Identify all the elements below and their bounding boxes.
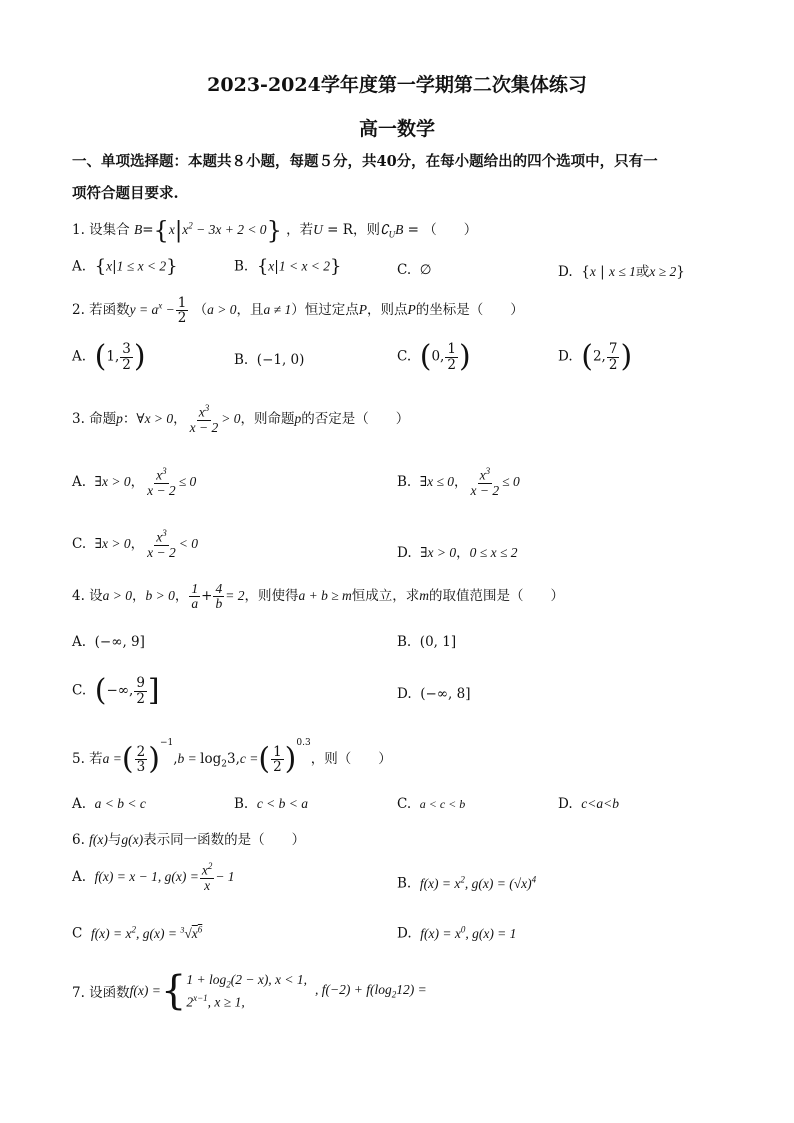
q2c-paren-close: ): [458, 339, 471, 374]
q4-prefix: 4. 设: [72, 588, 103, 605]
q2-option-c: C. (0, $\frac{1}{2}$ ): [397, 339, 471, 374]
q6-mid: 与: [107, 832, 122, 848]
q2a-frac: $\frac{3}{2}$: [122, 341, 131, 373]
q3-p: p: [116, 410, 123, 426]
q2-option-d: D. (2, $\frac{7}{2}$ ): [558, 339, 633, 374]
q3c-lt: < 0: [178, 535, 199, 551]
q3-option-a: A. ∃x > 0， $\frac{x^3}{x - 2}$ ≤ 0: [72, 466, 197, 498]
q4c-bracket: ]: [147, 673, 160, 708]
q5b-body: c < b < a: [256, 796, 309, 811]
q1-brace: {: [153, 216, 169, 245]
q2-cond-close: ）恒过定点: [291, 302, 359, 319]
q6-option-b: [397, 874, 536, 892]
q1-option-c-label: C.: [397, 262, 412, 278]
q2-cond-a: a > 0: [207, 302, 237, 318]
q7-piecewise: [160, 967, 308, 1014]
q6-option-d-label: D.: [397, 925, 412, 942]
q5-option-b: [234, 796, 308, 812]
q3c-exists: ∃x > 0: [94, 535, 131, 551]
q4-a: a > 0: [102, 588, 133, 604]
q3-option-c-label: C.: [72, 535, 87, 552]
q6-option-b-label: B.: [397, 875, 412, 892]
q2-frac: $\frac{1}{2}$: [177, 295, 187, 327]
q6-tail: 表示同一函数的是（ ）: [143, 832, 306, 848]
q5a-paren: (: [121, 741, 134, 777]
q2-option-a: A. (1, $\frac{3}{2}$ ): [72, 339, 146, 374]
q4-tail3: 的取值范围是（ ）: [429, 588, 565, 605]
q2-cond-and: ，且: [236, 302, 264, 319]
q6-option-d: [397, 924, 516, 942]
q3a-frac: $\frac{x^3}{x - 2}$: [147, 466, 176, 498]
q5-option-b-label: B.: [234, 796, 249, 812]
q1-universe: U: [313, 222, 323, 237]
q3-gt: > 0: [221, 410, 241, 426]
q2c-paren: (: [419, 339, 432, 374]
q3-prefix: 3. 命题: [72, 410, 117, 427]
q1-option-a-label: A.: [72, 258, 87, 275]
q1-option-b: B. {x|1 < x < 2}: [234, 256, 342, 277]
q7-case1: $1 + \log_2(2 - x)$, x < 1,: [186, 972, 308, 990]
q5c-body: a < c < b: [419, 797, 466, 811]
q5d-body: c<a<b: [581, 796, 619, 811]
q4-tail2: 恒成立，求: [351, 588, 420, 605]
page-subtitle: 高一数学: [358, 118, 435, 140]
q3-tail2: 的否定是（ ）: [301, 410, 410, 427]
q6-option-a-label: A.: [72, 868, 87, 885]
q2-option-b: B. (−1, 0): [234, 352, 305, 368]
q5a-body: a < b < c: [94, 796, 146, 811]
q1-cond: $x^2 - 3x + 2 < 0$: [182, 220, 267, 237]
q2-func: $y = a^x$ −: [129, 300, 175, 318]
question-4: 4. 设a > 0，b > 0， $\frac{1}{a}$ + $\frac{4}{b}$ = 2，则使得a + b ≥ m恒成立，求m的取值范围是（ ）: [72, 581, 565, 612]
q3a-le: ≤ 0: [178, 473, 197, 489]
q2c-frac: $\frac{1}{2}$: [447, 341, 456, 373]
q1b-brace: {: [256, 256, 269, 277]
q1-prefix: 1. 设集合: [72, 222, 130, 238]
q6-option-a: [72, 862, 235, 893]
q3-tail: ，则命题: [240, 410, 295, 427]
q2a-paren: (: [94, 339, 107, 374]
q1-then: ，则: [352, 222, 380, 238]
q4-tail: ，则使得: [244, 588, 299, 605]
q4c-paren: (: [94, 673, 107, 708]
q1a-body: x: [106, 258, 113, 274]
q7-case2: $2^{x-1}$, x ≥ 1,: [186, 992, 245, 1010]
question-7: [72, 967, 427, 1014]
q5-tail: ，则（ ）: [310, 751, 392, 767]
q6d-body: $f(x) = x^0$, g(x) = 1: [420, 924, 517, 941]
q4-eq: = 2: [225, 588, 245, 604]
q6-option-c: [72, 924, 202, 942]
q3-option-d: D. ∃x > 0，0 ≤ x ≤ 2: [397, 545, 518, 561]
q3d-cond: 0 ≤ x ≤ 2: [469, 545, 518, 560]
q6a-tail: − 1: [215, 868, 235, 884]
q4-option-a: A. (−∞, 9]: [72, 634, 145, 650]
q5-option-c-label: C.: [397, 796, 412, 812]
q5a-paren-close: ): [148, 741, 160, 777]
q1-option-d: D. {x | x ≤ 1或x ≥ 2}: [558, 264, 685, 280]
q7-brace: {: [160, 967, 187, 1014]
q4-option-b: B. (0, 1]: [397, 634, 457, 650]
q6a-frac: $\frac{x^2}{x}$: [201, 861, 213, 893]
q5-frac2: $\frac{1}{2}$: [273, 743, 282, 775]
q1-option-a: A. {x|1 ≤ x < 2}: [72, 256, 178, 277]
q7-expr: , $f(-2) + f(\log_212)$ =: [315, 982, 427, 1000]
q1-x: x: [168, 222, 175, 237]
q1b-brace-close: }: [330, 256, 342, 277]
q2-cond-a2: a ≠ 1: [263, 302, 292, 318]
q2-point: P: [358, 302, 367, 318]
q1a-brace: {: [94, 256, 107, 277]
q4-b: b > 0: [145, 588, 175, 604]
q5-b: b =: [177, 751, 201, 766]
q1a-brace-close: }: [166, 256, 178, 277]
q1-option-d-label: D.: [558, 264, 573, 280]
q4-frac1: $\frac{1}{a}$: [191, 581, 199, 612]
q4-option-b-label: B.: [397, 634, 412, 650]
q3-option-c: C. ∃x > 0， $\frac{x^3}{x - 2}$ < 0: [72, 528, 199, 560]
q3a-exists: ∃x > 0: [94, 473, 131, 489]
q3-forall: ∀x > 0: [136, 410, 174, 426]
q5c-paren: (: [258, 741, 271, 777]
q3-frac: $\frac{x^3}{x - 2}$: [189, 403, 219, 435]
q3-option-d-label: D.: [397, 545, 412, 561]
q2d-paren: (: [581, 339, 593, 374]
q3b-le: ≤ 0: [502, 473, 520, 489]
q1-set-b: B: [133, 222, 143, 237]
question-3: 3. 命题p：∀x > 0， $\frac{x^3}{x - 2}$ > 0，则命题p的否定是（ ）: [72, 403, 410, 435]
q1-complement: $∁_UB$: [379, 222, 404, 240]
q2-tail: 的坐标是（ ）: [415, 302, 524, 319]
q2d-frac: $\frac{7}{2}$: [608, 341, 618, 373]
q2d-paren-close: ): [620, 339, 633, 374]
question-2: [72, 296, 524, 325]
q5-option-d-label: D.: [558, 796, 573, 812]
section-header-line2: 项符合题目要求.: [72, 185, 179, 202]
q2-option-b-label: B.: [234, 352, 249, 368]
q1b-cond: 1 < x < 2: [278, 258, 331, 274]
q2-option-c-label: C.: [397, 348, 412, 365]
q2-option-a-label: A.: [72, 348, 87, 365]
q6-g: g(x): [121, 832, 144, 847]
q1d-body: x: [589, 264, 596, 279]
q3b-frac: $\frac{x^3}{x - 2}$: [470, 466, 500, 498]
q5-exp2: 0.3: [296, 738, 311, 748]
q5-a: a =: [102, 751, 122, 766]
q5-option-d: [558, 796, 619, 812]
q3b-exists: ∃x ≤ 0: [419, 473, 455, 489]
q1d-cond1: x ≤ 1: [608, 264, 636, 279]
q3-option-a-label: A.: [72, 473, 87, 490]
q2-cond-open: （: [193, 302, 208, 319]
q4-option-d-label: D.: [397, 686, 412, 702]
q4-ineq: a + b ≥ m: [298, 588, 352, 604]
q1d-cond2: x ≥ 2: [649, 264, 677, 279]
q4-option-d: D. (−∞, 8]: [397, 686, 471, 702]
q5-prefix: 5. 若: [72, 751, 103, 767]
q1-option-c: C. ∅: [397, 262, 432, 278]
q3-p2: p: [294, 410, 302, 426]
q4-option-c: C. (−∞, $\frac{9}{2}$ ]: [72, 673, 160, 708]
q2-point2: P: [407, 302, 416, 318]
q3-option-b: B. ∃x ≤ 0， $\frac{x^3}{x - 2}$ ≤ 0: [397, 466, 520, 498]
q1-eq: =: [142, 222, 154, 238]
q6a-body: f(x) = x − 1, g(x) =: [94, 868, 199, 884]
question-5: 5. 若a =( $\frac{2}{3}$ )$^{-1},b = \log_23,c$ =( $\frac{1}{2}$ )$^{0.3}$，则（ ）: [72, 738, 392, 777]
question-6: 6. f(x)与g(x)表示同一函数的是（ ）: [72, 832, 306, 848]
q5-exp1: −1: [159, 738, 174, 748]
q2-then: ，则点: [366, 302, 408, 319]
q6b-body: $f(x) = x^2$, $g(x) = (√x)^4$: [419, 874, 537, 891]
q3c-frac: $\frac{x^3}{x - 2}$: [147, 528, 176, 560]
question-1: 1. 设集合 $B=\{x|x^2 - 3x + 2 < 0\}$ ，若U = R，则$∁_UB$ = （ ）: [72, 216, 478, 245]
q7-prefix: 7. 设函数: [72, 984, 130, 1001]
q1-bar: |: [174, 218, 183, 243]
q1b-body: x: [268, 258, 275, 274]
q2-prefix: 2. 若函数: [72, 302, 130, 319]
q1d-or: 或: [635, 264, 650, 280]
q1-mid: ，若: [286, 222, 314, 238]
q6-option-c-label: C: [72, 925, 83, 942]
q5-option-a-label: A.: [72, 796, 87, 812]
q5-option-a: [72, 796, 146, 812]
q3-option-b-label: B.: [397, 473, 412, 490]
q5-option-c: [397, 796, 465, 812]
q6c-body: $f(x) = x^2$, $g(x) = ^3√x^6$: [90, 924, 203, 941]
q2a-paren-close: ): [133, 339, 146, 374]
q5-c: c =: [239, 751, 259, 766]
q4-m: m: [419, 588, 430, 604]
section-header-line1: 一、单项选择题：本题共８小题，每题５分，共40分，在每小题给出的四个选项中，只有一: [72, 153, 658, 170]
q3d-exists: ∃x > 0: [420, 545, 457, 560]
q1-brace-close: }: [266, 216, 282, 245]
q5-frac1: $\frac{2}{3}$: [136, 743, 146, 775]
q4-frac2: $\frac{4}{b}$: [215, 581, 223, 612]
q2-option-d-label: D.: [558, 348, 573, 365]
q7-rows: [186, 970, 307, 1012]
q1a-cond: 1 ≤ x < 2: [116, 258, 167, 274]
q4-option-a-label: A.: [72, 634, 87, 650]
q4c-frac: $\frac{9}{2}$: [136, 675, 145, 707]
q5c-paren-close: ): [284, 741, 297, 777]
page-title: 2023-2024学年度第一学期第二次集体练习: [207, 74, 587, 96]
q1-paren: （ ）: [423, 222, 478, 238]
q1-option-b-label: B.: [234, 258, 249, 275]
q7-f: f(x) =: [129, 982, 161, 998]
q6-f: f(x): [89, 832, 108, 847]
q4-option-c-label: C.: [72, 682, 87, 699]
